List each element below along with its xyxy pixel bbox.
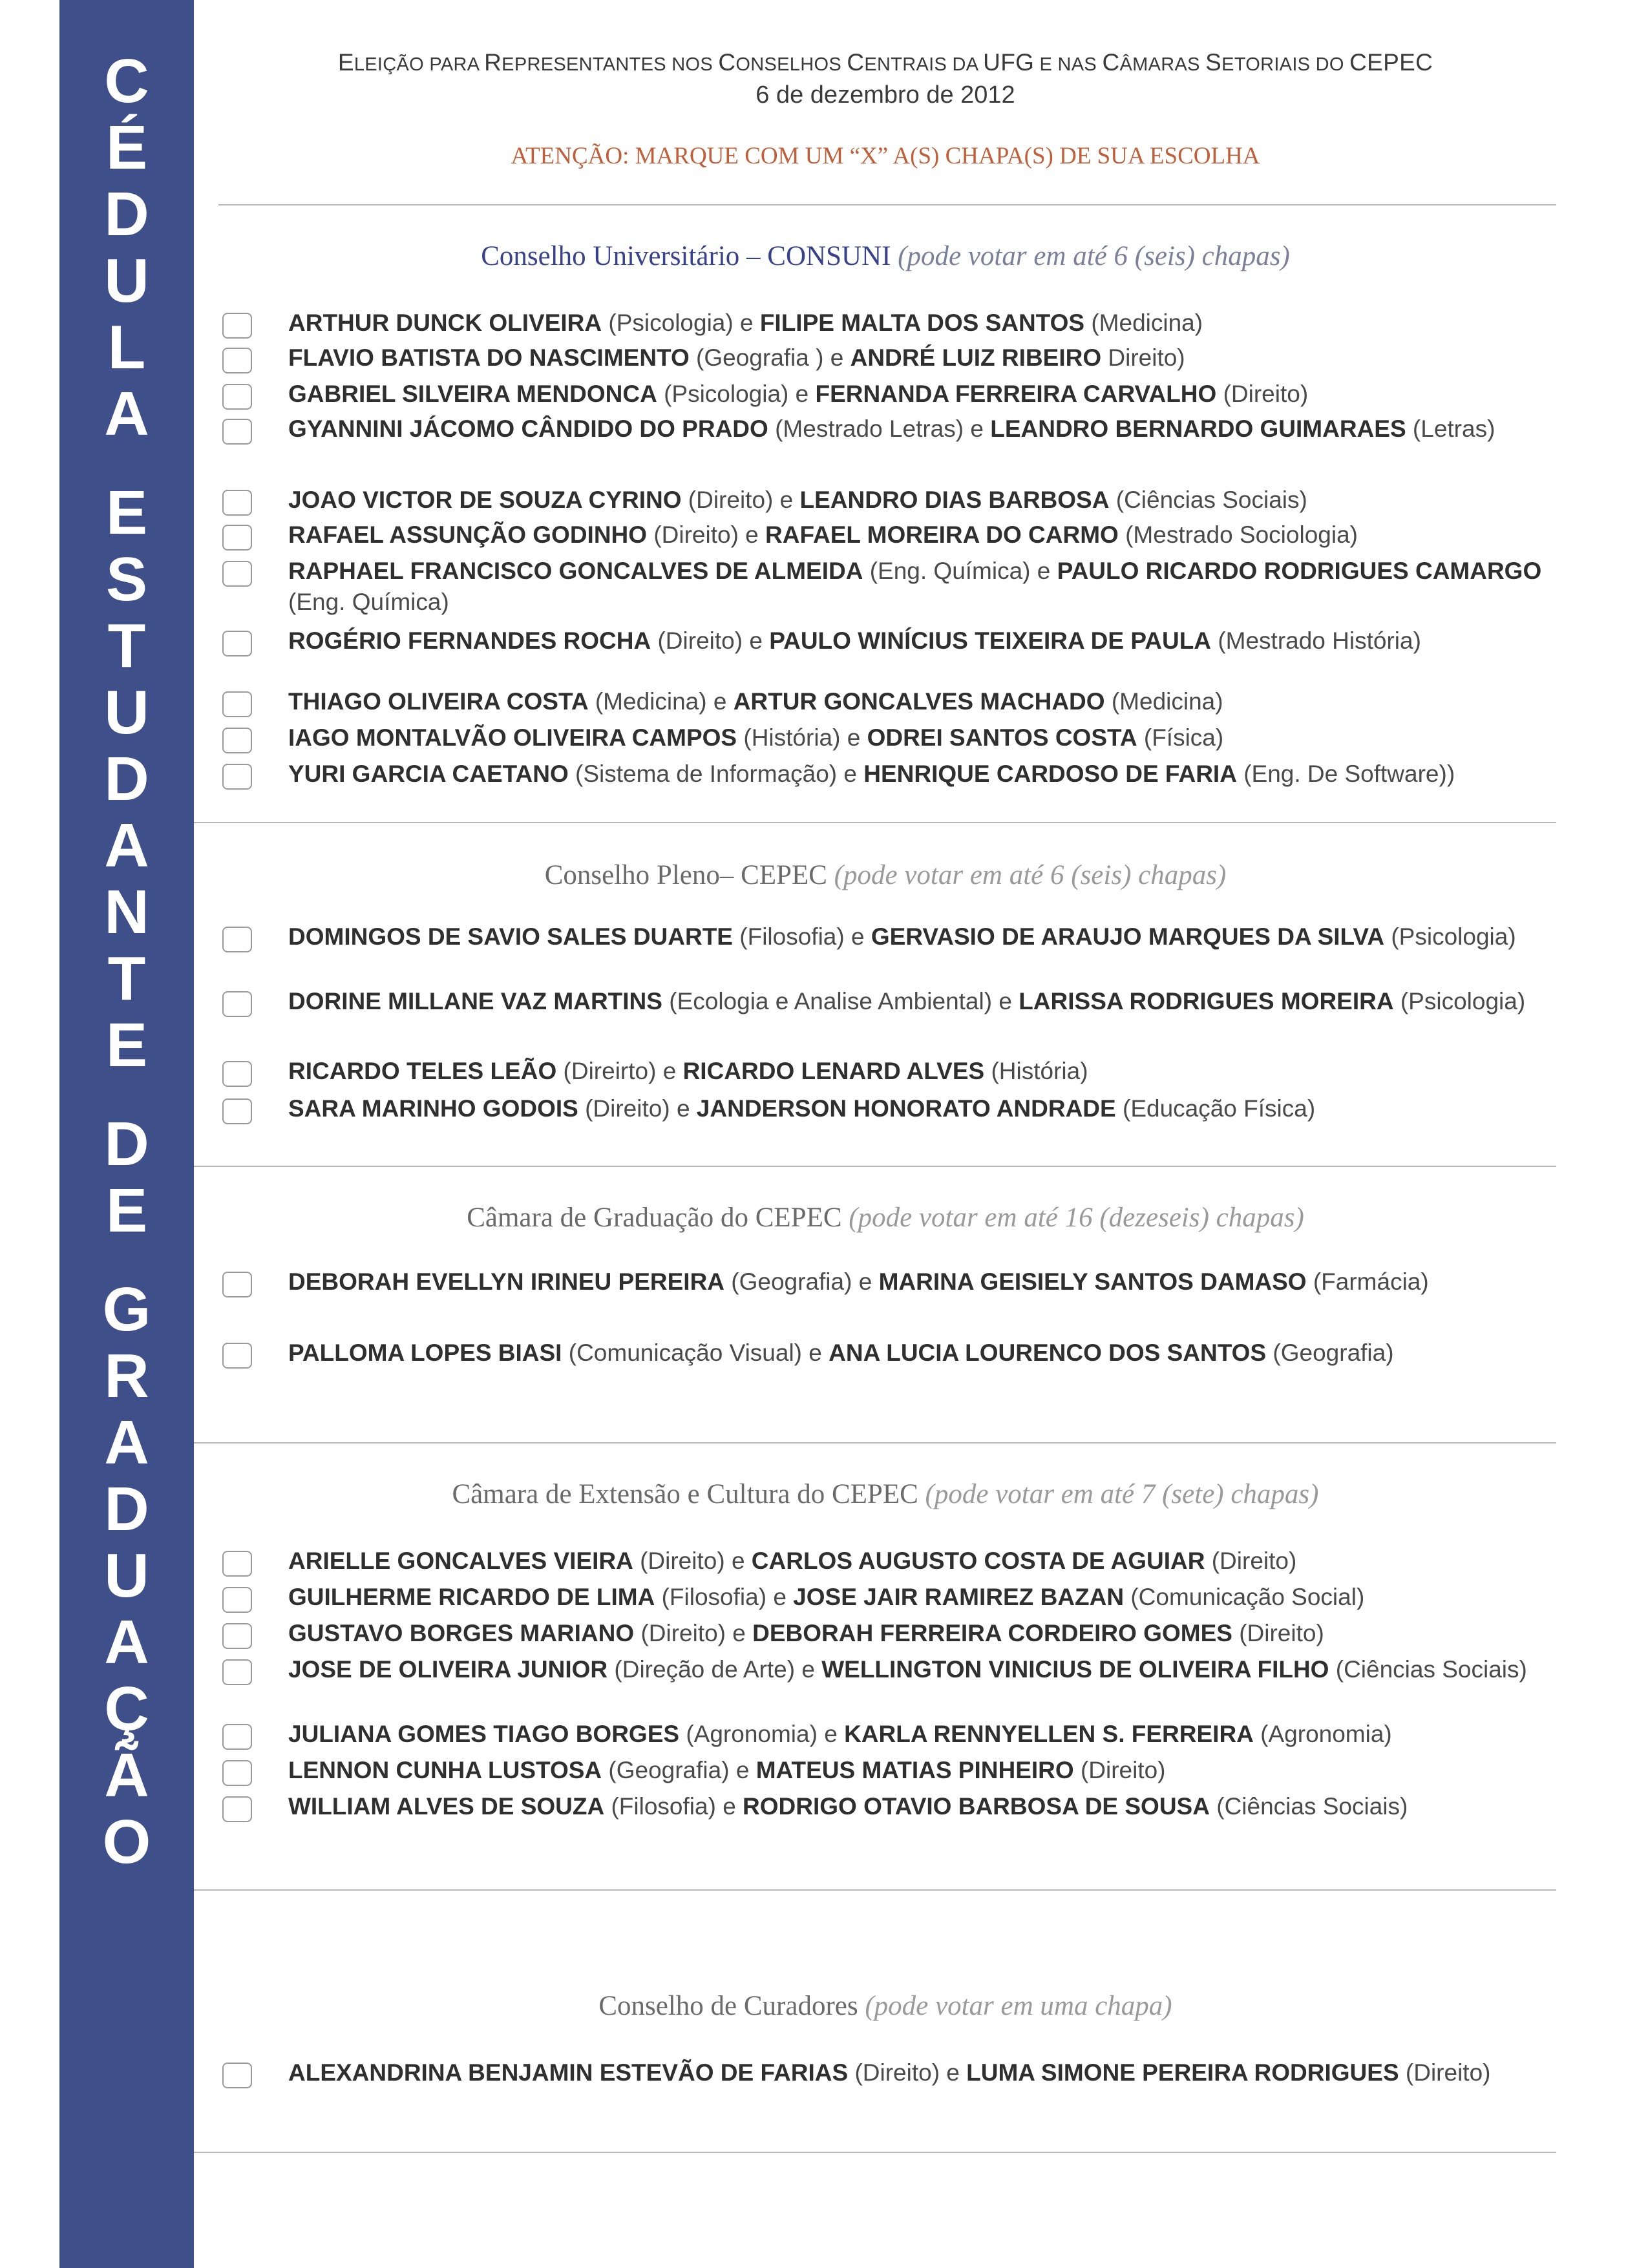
candidate-course: (Direito) bbox=[1223, 381, 1309, 407]
divider bbox=[218, 204, 1556, 205]
ballot-checkbox[interactable] bbox=[222, 561, 252, 587]
ballot-checkbox[interactable] bbox=[222, 927, 252, 952]
attention-notice: ATENÇÃO: MARQUE COM UM “X” A(S) CHAPA(S) DE SUA ESCOLHA bbox=[511, 143, 1260, 169]
section-name: Conselho de Curadores bbox=[598, 1991, 858, 2021]
candidate-course: (Farmácia) bbox=[1313, 1268, 1429, 1295]
candidate-name: LARISSA RODRIGUES MOREIRA bbox=[1019, 988, 1394, 1014]
candidate-name: ARTUR GONCALVES MACHADO bbox=[733, 688, 1105, 715]
candidate-name: HENRIQUE CARDOSO DE FARIA bbox=[863, 761, 1237, 787]
ballot-checkbox[interactable] bbox=[222, 764, 252, 790]
candidate-course: (Agronomia) bbox=[686, 1721, 818, 1747]
candidate-name: THIAGO OLIVEIRA COSTA bbox=[288, 688, 589, 715]
candidate-name: MATEUS MATIAS PINHEIRO bbox=[755, 1757, 1074, 1783]
sidebar-letter: A bbox=[104, 1408, 149, 1477]
section-title bbox=[194, 1202, 1577, 1234]
candidate-course: (Medicina) bbox=[595, 688, 707, 715]
candidate-course: (Ciências Sociais) bbox=[1115, 487, 1307, 513]
ballot-checkbox[interactable] bbox=[222, 1061, 252, 1087]
candidate-slate bbox=[288, 414, 1548, 445]
sidebar-letter: T bbox=[107, 611, 146, 680]
candidate-course: (Letras) bbox=[1412, 415, 1495, 442]
candidate-slate bbox=[288, 686, 1548, 717]
section-name: Câmara de Graduação do CEPEC bbox=[467, 1202, 842, 1233]
sidebar-letter: A bbox=[104, 811, 149, 880]
title-part: ÂMARAS bbox=[1119, 54, 1206, 75]
connector: e bbox=[745, 521, 759, 548]
ballot-checkbox[interactable] bbox=[222, 419, 252, 445]
candidate-slate bbox=[288, 722, 1548, 753]
title-part: E NAS bbox=[1034, 54, 1103, 75]
connector: e bbox=[731, 1548, 745, 1574]
candidate-name: WILLIAM ALVES DE SOUZA bbox=[288, 1793, 605, 1820]
candidate-slate bbox=[288, 556, 1548, 618]
candidate-course: (Comunicação Visual) bbox=[568, 1339, 803, 1366]
ballot-checkbox[interactable] bbox=[222, 1760, 252, 1786]
ballot-checkbox[interactable] bbox=[222, 728, 252, 753]
candidate-name: IAGO MONTALVÃO OLIVEIRA CAMPOS bbox=[288, 724, 737, 751]
candidate-name: ODREI SANTOS COSTA bbox=[867, 724, 1137, 751]
sidebar-letter: U bbox=[104, 678, 149, 747]
connector: e bbox=[735, 1757, 750, 1783]
connector: e bbox=[946, 2059, 960, 2086]
connector: e bbox=[795, 381, 809, 407]
candidate-name: ALEXANDRINA BENJAMIN ESTEVÃO DE FARIAS bbox=[288, 2059, 849, 2086]
candidate-name: RAFAEL ASSUNÇÃO GODINHO bbox=[288, 521, 648, 548]
title-part: ETORIAIS DO bbox=[1221, 54, 1350, 75]
sidebar-letter: S bbox=[105, 545, 148, 614]
candidate-slate bbox=[288, 1719, 1548, 1750]
connector: e bbox=[713, 688, 727, 715]
candidate-name: CARLOS AUGUSTO COSTA DE AGUIAR bbox=[751, 1548, 1205, 1574]
candidate-name: ARTHUR DUNCK OLIVEIRA bbox=[288, 310, 602, 336]
candidate-course: (Direito) bbox=[1211, 1548, 1297, 1574]
candidate-name: RICARDO LENARD ALVES bbox=[682, 1058, 985, 1084]
candidate-name: YURI GARCIA CAETANO bbox=[288, 761, 569, 787]
candidate-name: SARA MARINHO GODOIS bbox=[288, 1095, 578, 1122]
candidate-course: (Sistema de Informação) bbox=[575, 761, 838, 787]
candidate-course: Direito) bbox=[1108, 344, 1185, 371]
ballot-checkbox[interactable] bbox=[222, 1587, 252, 1613]
candidate-name: JOSE DE OLIVEIRA JUNIOR bbox=[288, 1656, 608, 1683]
sidebar-letter: U bbox=[104, 1541, 149, 1610]
ballot-title bbox=[194, 49, 1577, 76]
candidate-name: ROGÉRIO FERNANDES ROCHA bbox=[288, 627, 651, 654]
candidate-course: (Filosofia) bbox=[661, 1584, 767, 1610]
candidate-slate bbox=[288, 1338, 1548, 1369]
sidebar-letter: D bbox=[104, 1109, 149, 1179]
connector: e bbox=[824, 1721, 838, 1747]
candidate-course: (Psicologia) bbox=[608, 310, 734, 336]
candidate-course: (Filosofia) bbox=[739, 923, 845, 950]
ballot-checkbox[interactable] bbox=[222, 1098, 252, 1124]
section-name: Câmara de Extensão e Cultura do CEPEC bbox=[452, 1479, 918, 1509]
ballot-checkbox[interactable] bbox=[222, 1551, 252, 1577]
candidate-name: LEANDRO BERNARDO GUIMARAES bbox=[990, 415, 1406, 442]
ballot-checkbox[interactable] bbox=[222, 348, 252, 373]
title-part: C bbox=[718, 49, 736, 76]
candidate-course: (Comunicação Social) bbox=[1130, 1584, 1365, 1610]
ballot-checkbox[interactable] bbox=[222, 1659, 252, 1685]
title-part: CEPEC bbox=[1349, 49, 1433, 76]
ballot-checkbox[interactable] bbox=[222, 991, 252, 1017]
candidate-course: (Mestrado Letras) bbox=[775, 415, 964, 442]
sidebar-letter: U bbox=[104, 246, 149, 315]
connector: e bbox=[739, 310, 754, 336]
candidate-name: LUMA SIMONE PEREIRA RODRIGUES bbox=[966, 2059, 1399, 2086]
candidate-course: (Geografia) bbox=[731, 1268, 852, 1295]
divider bbox=[194, 1442, 1556, 1444]
divider bbox=[194, 1166, 1556, 1167]
candidate-slate bbox=[288, 342, 1548, 373]
candidate-name: RAFAEL MOREIRA DO CARMO bbox=[765, 521, 1119, 548]
connector: e bbox=[732, 1620, 746, 1646]
sidebar-letter: É bbox=[105, 113, 148, 182]
connector: e bbox=[850, 923, 865, 950]
candidate-slate bbox=[288, 308, 1548, 339]
section-vote-limit: (pode votar em até 7 (sete) chapas) bbox=[918, 1479, 1319, 1509]
connector: e bbox=[808, 1339, 822, 1366]
ballot-checkbox[interactable] bbox=[222, 1272, 252, 1297]
candidate-slate bbox=[288, 625, 1548, 656]
candidate-name: DEBORAH EVELLYN IRINEU PEREIRA bbox=[288, 1268, 725, 1295]
section-title bbox=[194, 240, 1577, 272]
candidate-name: FLAVIO BATISTA DO NASCIMENTO bbox=[288, 344, 690, 371]
sidebar-letter: N bbox=[104, 877, 149, 947]
divider bbox=[194, 1889, 1556, 1891]
candidate-slate bbox=[288, 1755, 1548, 1786]
sidebar-letter: O bbox=[102, 1807, 151, 1876]
candidate-name: FILIPE MALTA DOS SANTOS bbox=[759, 310, 1085, 336]
candidate-slate bbox=[288, 485, 1548, 516]
candidate-course: (Agronomia) bbox=[1260, 1721, 1392, 1747]
sidebar-letter: D bbox=[104, 180, 149, 249]
candidate-course: (Direção de Arte) bbox=[614, 1656, 796, 1683]
connector: e bbox=[970, 415, 984, 442]
candidate-slate bbox=[288, 1546, 1548, 1577]
candidate-name: GUILHERME RICARDO DE LIMA bbox=[288, 1584, 655, 1610]
section-title bbox=[194, 1990, 1577, 2022]
candidate-name: ANA LUCIA LOURENCO DOS SANTOS bbox=[829, 1339, 1267, 1366]
connector: e bbox=[843, 761, 857, 787]
sidebar-letter: Ç bbox=[104, 1674, 149, 1743]
section-vote-limit: (pode votar em até 6 (seis) chapas) bbox=[827, 860, 1227, 890]
ballot-checkbox[interactable] bbox=[222, 313, 252, 339]
title-part: UFG bbox=[983, 49, 1035, 76]
connector: e bbox=[858, 1268, 872, 1295]
candidate-name: WELLINGTON VINICIUS DE OLIVEIRA FILHO bbox=[821, 1656, 1329, 1683]
candidate-course: (Direito) bbox=[688, 487, 774, 513]
candidate-course: (Eng. Química) bbox=[869, 558, 1031, 584]
candidate-name: KARLA RENNYELLEN S. FERREIRA bbox=[844, 1721, 1254, 1747]
title-part: LEIÇÃO PARA bbox=[354, 54, 485, 75]
candidate-name: PALLOMA LOPES BIASI bbox=[288, 1339, 562, 1366]
candidate-name: PAULO RICARDO RODRIGUES CAMARGO bbox=[1057, 558, 1542, 584]
candidate-slate bbox=[288, 921, 1548, 952]
section-name: Conselho Universitário – CONSUNI bbox=[481, 241, 891, 271]
section-name: Conselho Pleno– CEPEC bbox=[544, 860, 827, 890]
sidebar-letter: G bbox=[102, 1275, 151, 1344]
candidate-course: (Medicina) bbox=[1111, 688, 1223, 715]
candidate-slate bbox=[288, 1618, 1548, 1649]
sidebar-letter: C bbox=[104, 47, 149, 116]
connector: e bbox=[830, 344, 844, 371]
candidate-slate bbox=[288, 1266, 1548, 1297]
title-part: ENTRAIS DA bbox=[864, 54, 984, 75]
candidate-name: RICARDO TELES LEÃO bbox=[288, 1058, 557, 1084]
candidate-name: LEANDRO DIAS BARBOSA bbox=[799, 487, 1110, 513]
sidebar-letter: R bbox=[104, 1341, 149, 1411]
candidate-course: (Geografia) bbox=[1273, 1339, 1394, 1366]
candidate-course: (Geografia) bbox=[608, 1757, 730, 1783]
candidate-course: (Direito) bbox=[640, 1620, 726, 1646]
candidate-slate bbox=[288, 379, 1548, 410]
connector: e bbox=[779, 487, 794, 513]
candidate-course: (Psicologia) bbox=[1400, 988, 1526, 1014]
candidate-name: MARINA GEISIELY SANTOS DAMASO bbox=[878, 1268, 1307, 1295]
connector: e bbox=[847, 724, 861, 751]
connector: e bbox=[723, 1793, 736, 1820]
section-title bbox=[194, 1478, 1577, 1510]
candidate-slate bbox=[288, 520, 1548, 551]
candidate-course: (Filosofia) bbox=[611, 1793, 716, 1820]
sidebar-letter: E bbox=[105, 478, 148, 547]
sidebar-letter: E bbox=[105, 1011, 148, 1080]
ballot-checkbox[interactable] bbox=[222, 1796, 252, 1822]
candidate-slate bbox=[288, 759, 1548, 790]
candidate-name: RODRIGO OTAVIO BARBOSA DE SOUSA bbox=[743, 1793, 1210, 1820]
candidate-name: JOSE JAIR RAMIREZ BAZAN bbox=[793, 1584, 1125, 1610]
section-title bbox=[194, 859, 1577, 891]
candidate-course: (Eng. Química) bbox=[288, 589, 449, 615]
candidate-course: (Medicina) bbox=[1091, 310, 1203, 336]
candidate-slate bbox=[288, 1791, 1548, 1822]
candidate-course: (História) bbox=[743, 724, 841, 751]
candidate-course: (Mestrado Sociologia) bbox=[1125, 521, 1358, 548]
ballot-date: 6 de dezembro de 2012 bbox=[755, 81, 1015, 109]
candidate-course: (Ciências Sociais) bbox=[1216, 1793, 1408, 1820]
candidate-course: (Direirto) bbox=[563, 1058, 657, 1084]
title-part: C bbox=[847, 49, 865, 76]
connector: e bbox=[749, 627, 763, 654]
candidate-course: (Ciências Sociais) bbox=[1335, 1656, 1527, 1683]
candidate-course: (Psicologia) bbox=[1391, 923, 1516, 950]
candidate-name: DOMINGOS DE SAVIO SALES DUARTE bbox=[288, 923, 733, 950]
candidate-slate bbox=[288, 1654, 1548, 1685]
candidate-name: JOAO VICTOR DE SOUZA CYRINO bbox=[288, 487, 682, 513]
candidate-course: (Psicologia) bbox=[664, 381, 789, 407]
sidebar-letter: D bbox=[104, 744, 149, 814]
connector: e bbox=[773, 1584, 787, 1610]
connector: e bbox=[676, 1095, 690, 1122]
ballot-checkbox[interactable] bbox=[222, 1623, 252, 1649]
sidebar-letter: L bbox=[107, 313, 146, 382]
ballot-checkbox[interactable] bbox=[222, 631, 252, 656]
candidate-course: (Mestrado História) bbox=[1218, 627, 1421, 654]
title-part: C bbox=[1102, 49, 1120, 76]
connector: e bbox=[662, 1058, 677, 1084]
candidate-name: DEBORAH FERREIRA CORDEIRO GOMES bbox=[752, 1620, 1232, 1646]
sidebar-letter: Ã bbox=[104, 1741, 149, 1810]
connector: e bbox=[998, 988, 1012, 1014]
candidate-slate bbox=[288, 1056, 1548, 1087]
candidate-slate bbox=[288, 986, 1548, 1017]
candidate-course: (Eng. De Software)) bbox=[1243, 761, 1455, 787]
ballot-checkbox[interactable] bbox=[222, 1343, 252, 1369]
candidate-name: LENNON CUNHA LUSTOSA bbox=[288, 1757, 602, 1783]
candidate-course: (Direito) bbox=[640, 1548, 725, 1574]
connector: e bbox=[801, 1656, 815, 1683]
candidate-course: (Geografia ) bbox=[696, 344, 824, 371]
candidate-name: ANDRÉ LUIZ RIBEIRO bbox=[850, 344, 1102, 371]
candidate-name: PAULO WINÍCIUS TEIXEIRA DE PAULA bbox=[769, 627, 1212, 654]
candidate-course: (Direito) bbox=[1239, 1620, 1324, 1646]
divider bbox=[194, 2152, 1556, 2153]
sidebar-letter: A bbox=[104, 1608, 149, 1677]
candidate-name: JANDERSON HONORATO ANDRADE bbox=[696, 1095, 1116, 1122]
ballot-checkbox[interactable] bbox=[222, 1724, 252, 1750]
ballot-checkbox[interactable] bbox=[222, 2063, 252, 2088]
sidebar-banner bbox=[59, 0, 194, 2268]
divider bbox=[194, 822, 1556, 823]
candidate-course: (Direito) bbox=[1405, 2059, 1491, 2086]
ballot-checkbox[interactable] bbox=[222, 525, 252, 551]
sidebar-letter: D bbox=[104, 1475, 149, 1544]
candidate-name: GUSTAVO BORGES MARIANO bbox=[288, 1620, 635, 1646]
candidate-course: (Direito) bbox=[653, 521, 739, 548]
sidebar-letter: T bbox=[107, 944, 146, 1013]
section-vote-limit: (pode votar em até 6 (seis) chapas) bbox=[891, 241, 1290, 271]
candidate-name: ARIELLE GONCALVES VIEIRA bbox=[288, 1548, 633, 1574]
candidate-name: RAPHAEL FRANCISCO GONCALVES DE ALMEIDA bbox=[288, 558, 863, 584]
candidate-slate bbox=[288, 1093, 1548, 1124]
candidate-name: GABRIEL SILVEIRA MENDONCA bbox=[288, 381, 657, 407]
candidate-course: (Ecologia e Analise Ambiental) bbox=[669, 988, 993, 1014]
candidate-course: (História) bbox=[991, 1058, 1088, 1084]
candidate-name: GYANNINI JÁCOMO CÂNDIDO DO PRADO bbox=[288, 415, 768, 442]
candidate-slate bbox=[288, 1582, 1548, 1613]
ballot-checkbox[interactable] bbox=[222, 691, 252, 717]
candidate-slate bbox=[288, 2057, 1548, 2088]
section-vote-limit: (pode votar em até 16 (dezeseis) chapas) bbox=[841, 1202, 1304, 1233]
candidate-course: (Direito) bbox=[585, 1095, 670, 1122]
candidate-course: (Física) bbox=[1143, 724, 1224, 751]
title-part: EPRESENTANTES NOS bbox=[502, 54, 719, 75]
sidebar-letter: E bbox=[105, 1176, 148, 1245]
candidate-name: JULIANA GOMES TIAGO BORGES bbox=[288, 1721, 680, 1747]
title-part: ONSELHOS bbox=[735, 54, 847, 75]
sidebar-letter: A bbox=[104, 379, 149, 448]
candidate-course: (Educação Física) bbox=[1123, 1095, 1316, 1122]
candidate-name: GERVASIO DE ARAUJO MARQUES DA SILVA bbox=[871, 923, 1385, 950]
title-part: S bbox=[1205, 49, 1222, 76]
section-vote-limit: (pode votar em uma chapa) bbox=[858, 1991, 1172, 2021]
candidate-course: (Direito) bbox=[657, 627, 743, 654]
ballot-checkbox[interactable] bbox=[222, 490, 252, 516]
ballot-checkbox[interactable] bbox=[222, 384, 252, 410]
candidate-name: DORINE MILLANE VAZ MARTINS bbox=[288, 988, 662, 1014]
candidate-course: (Direito) bbox=[1080, 1757, 1166, 1783]
candidate-name: FERNANDA FERREIRA CARVALHO bbox=[815, 381, 1217, 407]
title-part: E bbox=[337, 49, 354, 76]
title-part: R bbox=[484, 49, 502, 76]
connector: e bbox=[1037, 558, 1051, 584]
candidate-course: (Direito) bbox=[854, 2059, 940, 2086]
